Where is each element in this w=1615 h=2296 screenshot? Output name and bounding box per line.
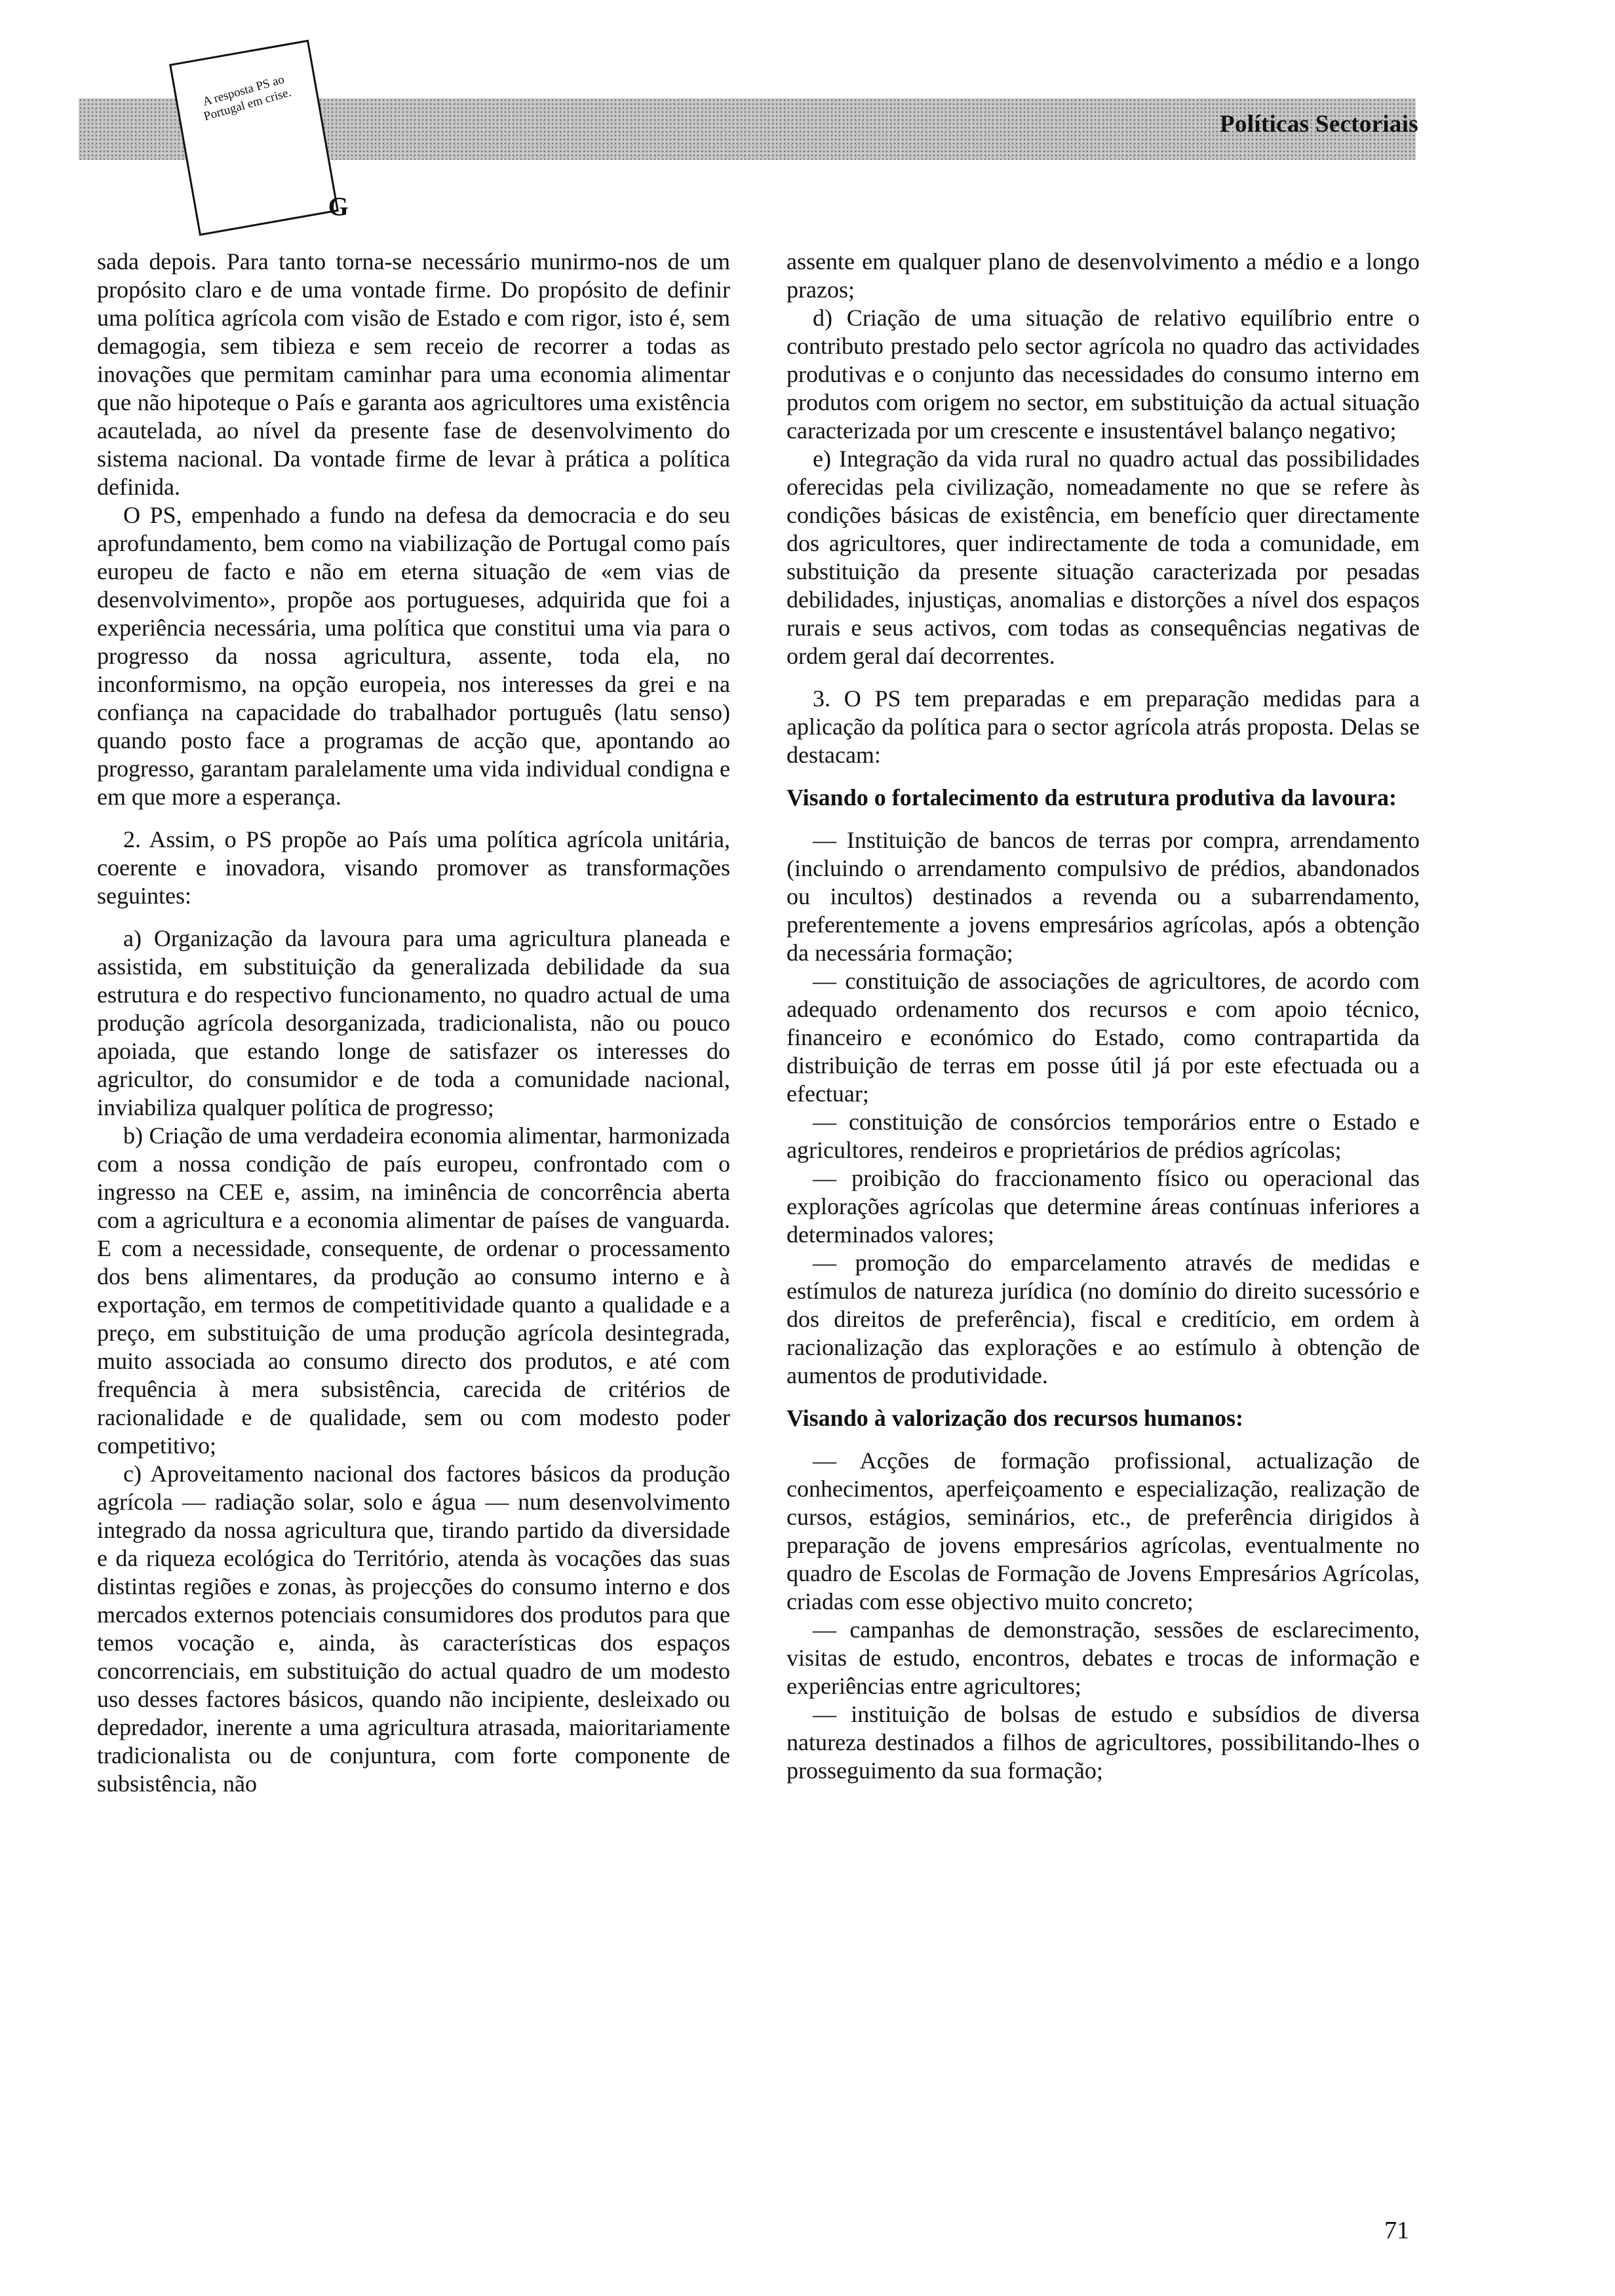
list-item: — instituição de bolsas de estudo e subsídios de diversa natureza destinados a filhos de agricultores, possibilitando-lhes o prosseguimento da sua formação; [787,1701,1420,1784]
paragraph: sada depois. Para tanto torna-se necessário munirmo-nos de um propósito claro e de uma vontade firme. Do propósito de definir uma política agrícola com visão de Estado e com rigor, isto é, sem demagogia, sem tibieza e sem receio de recorrer a todas as inovações que permitam caminhar para uma economia alimentar que não hipoteque o País e garanta aos agricultores uma existência acautelada, ao nível da presente fase de desenvolvimento do sistema nacional. Da vontade firme de levar à prática a política definida. [97,248,730,500]
list-item: a) Organização da lavoura para uma agricultura planeada e assistida, em substituição da generalizada debilidade da sua estrutura e do respectivo funcionamento, no quadro actual de uma produção agrícola desorganizada, tradicionalista, não ou pouco apoiada, que estando longe de satisfazer os interesses do agricultor, do consumidor e de toda a comunidade nacional, inviabiliza qualquer política de progresso; [97,925,730,1120]
list-item: — constituição de associações de agricultores, de acordo com adequado ordenamento dos recursos e com apoio técnico, financeiro e económico do Estado, como contrapartida da distribuição de terras em posse útil já por este efectuada ou a efectuar; [787,968,1420,1107]
publication-logo [169,39,349,235]
section-heading: Visando à valorização dos recursos humanos: [787,1405,1244,1431]
paragraph: assente em qualquer plano de desenvolvimento a médio e a longo prazos; [787,248,1420,303]
list-item: b) Criação de uma verdadeira economia alimentar, harmonizada com a nossa condição de país europeu, confrontado com o ingresso na CEE e, assim, na iminência de concorrência aberta com a agricultura e a economia alimentar de países de vanguarda. E com a necessidade, consequente, de ordenar o processamento dos bens alimentares, da produção ao consumo interno e à exportação, em termos de competitividade quanto a qualidade e a preço, em substituição de uma produção agrícola desintegrada, muito associada ao consumo directo dos produtos, e até com frequência à mera subsistência, carecida de critérios de racionalidade e de qualidade, sem ou com modesto poder competitivo; [97,1122,730,1459]
paragraph: 3. O PS tem preparadas e em preparação medidas para a aplicação da política para o sector agrícola atrás proposta. Delas se destacam: [787,685,1420,768]
list-item: — promoção do emparcelamento através de medidas e estímulos de natureza jurídica (no domínio do direito sucessório e dos direitos de preferência), fiscal e creditício, em ordem à racionalização das explorações e ao estímulo à obtenção de aumentos de produtividade. [787,1250,1420,1388]
paragraph: O PS, empenhado a fundo na defesa da democracia e do seu aprofundamento, bem como na viabilização de Portugal como país europeu de facto e não em eterna situação de «em vias de desenvolvimento», propõe aos portugueses, adquirida que foi a experiência necessária, uma política que constitui uma via para o progresso da nossa agricultura, assente, toda ela, no inconformismo, na opção europeia, nos interesses da grei e na confiança na capacidade do trabalhador português (latu senso) quando posto face a programas de acção que, apontando ao progresso, garantam paralelamente uma vida individual condigna e em que more a esperança. [97,502,730,810]
list-item: d) Criação de uma situação de relativo equilíbrio entre o contributo prestado pelo sector agrícola no quadro das actividades produtivas e o conjunto das necessidades do consumo interno em produtos com origem no sector, em substituição da actual situação caracterizada por um crescente e insustentável balanço negativo; [787,305,1420,444]
right-column [787,248,1420,1785]
section-title: Políticas Sectoriais [1220,111,1418,138]
logo-mark-icon: G [328,191,349,221]
page-number: 71 [1384,2217,1409,2244]
list-item: — Instituição de bancos de terras por compra, arrendamento (incluindo o arrendamento compulsivo de prédios, abandonados ou incultos) destinados a revenda ou a subarrendamento, preferentemente a jovens empresários agrícolas, após a obtenção da necessária formação; [787,827,1420,966]
paragraph: 2. Assim, o PS propõe ao País uma política agrícola unitária, coerente e inovadora, visando promover as transformações seguintes: [97,826,730,909]
logo-text: A resposta PS ao Portugal em crise. [201,72,293,124]
section-heading: Visando o fortalecimento da estrutura produtiva da lavoura: [787,784,1397,811]
left-column [97,248,730,1798]
list-item: — constituição de consórcios temporários entre o Estado e agricultores, rendeiros e proprietários de prédios agrícolas; [787,1109,1420,1163]
list-item: — campanhas de demonstração, sessões de esclarecimento, visitas de estudo, encontros, debates e trocas de informação e experiências entre agricultores; [787,1617,1420,1699]
list-item: — Acções de formação profissional, actualização de conhecimentos, aperfeiçoamento e especialização, realização de cursos, estágios, seminários, etc., de preferência dirigidos à preparação de jovens empresários agrícolas, eventualmente no quadro de Escolas de Formação de Jovens Empresários Agrícolas, criadas com esse objectivo muito concreto; [787,1447,1420,1615]
list-item: — proibição do fraccionamento físico ou operacional das explorações agrícolas que determine áreas contínuas inferiores a determinados valores; [787,1165,1420,1248]
list-item: e) Integração da vida rural no quadro actual das possibilidades oferecidas pela civilização, nomeadamente no que se refere às condições básicas de existência, em benefício quer directamente dos agricultores, quer indirectamente de toda a comunidade, em substituição da presente situação caracterizada por pesadas debilidades, injustiças, anomalias e distorções a nível dos espaços rurais e seus activos, com todas as consequências negativas de ordem geral daí decorrentes. [787,446,1420,669]
list-item: c) Aproveitamento nacional dos factores básicos da produção agrícola — radiação solar, solo e água — num desenvolvimento integrado da nossa agricultura que, tirando partido da diversidade e da riqueza ecológica do Território, atenda às vocações das suas distintas regiões e zonas, às projecções do consumo interno e dos mercados externos potenciais consumidores dos produtos para que temos vocação e, ainda, às características dos espaços concorrenciais, em substituição do actual quadro de um modesto uso desses factores básicos, quando não incipiente, desleixado ou depredador, inerente a uma agricultura atrasada, maioritariamente tradicionalista ou de conjuntura, com forte componente de subsistência, não [97,1461,730,1797]
